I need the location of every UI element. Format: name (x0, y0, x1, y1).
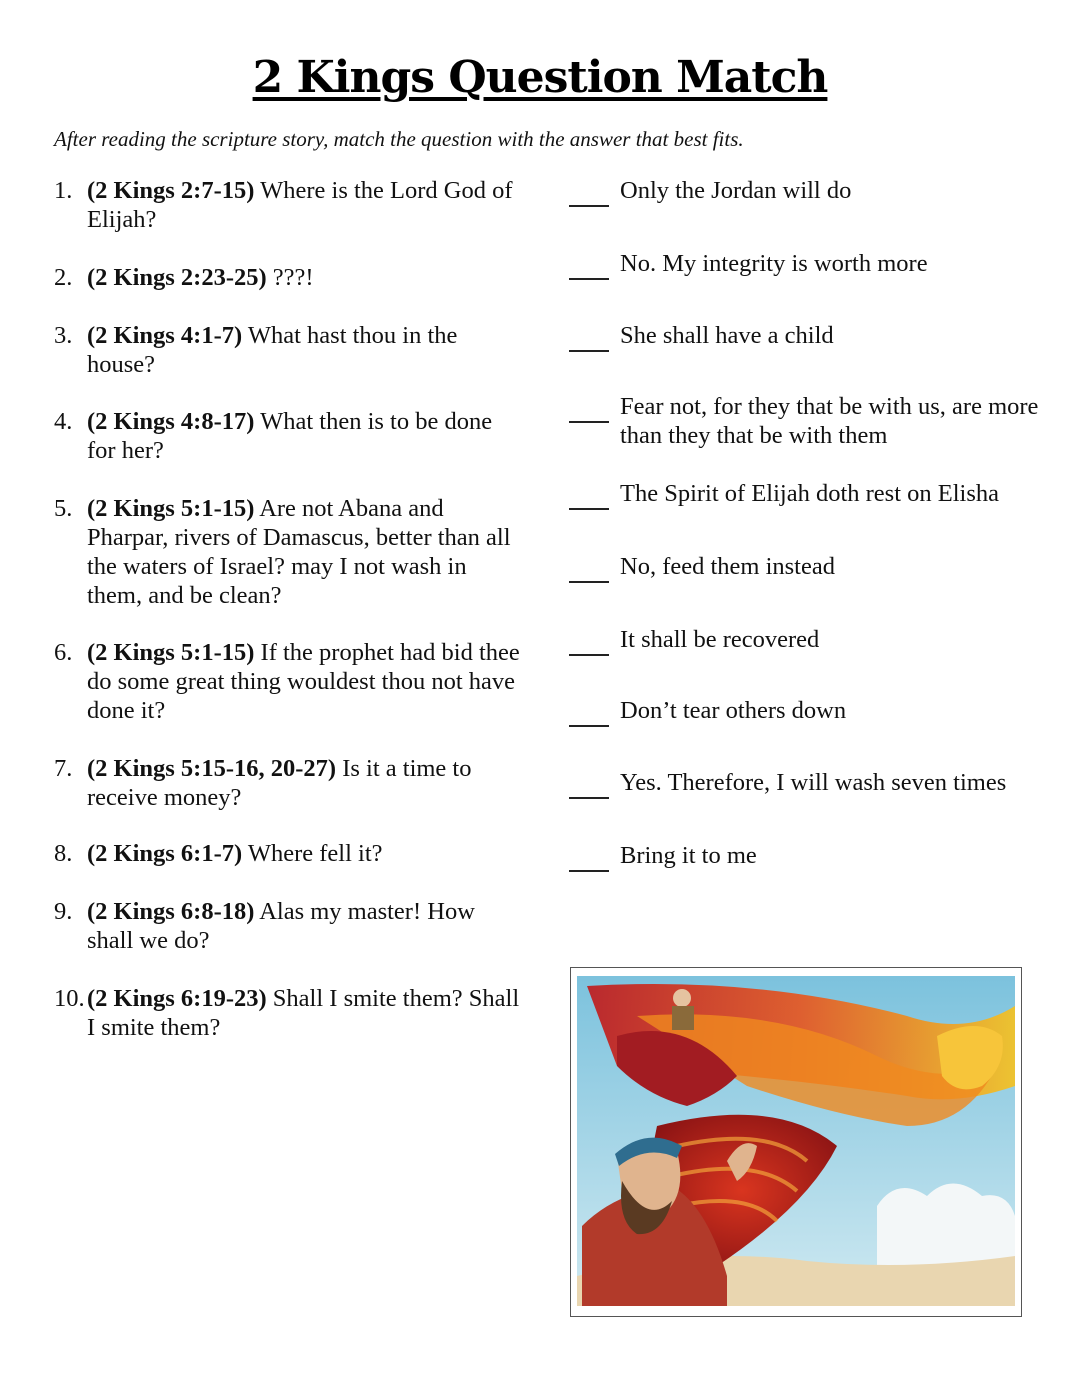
question-item (54, 494, 524, 610)
question-text: What then is to be done for her? (87, 408, 493, 464)
question-item (54, 754, 524, 812)
question-reference: (2 Kings 2:7-15) (87, 177, 255, 204)
answer-text: She shall have a child (620, 322, 834, 349)
answer-item (569, 625, 1039, 654)
question-item (54, 407, 524, 465)
question-item (54, 321, 524, 379)
question-reference: (2 Kings 2:23-25) (87, 264, 267, 291)
question-number: 2. (54, 264, 73, 291)
question-item (54, 839, 524, 868)
question-number: 7. (54, 755, 73, 782)
question-number: 9. (54, 898, 73, 925)
question-number: 5. (54, 495, 73, 522)
answer-blank[interactable] (569, 654, 609, 656)
question-reference: (2 Kings 5:1-15) (87, 495, 255, 522)
answer-blank[interactable] (569, 421, 609, 423)
question-number: 8. (54, 840, 73, 867)
question-number: 3. (54, 322, 73, 349)
question-reference: (2 Kings 4:1-7) (87, 322, 243, 349)
answer-item (569, 768, 1039, 797)
question-text: Where fell it? (242, 840, 383, 867)
answer-text: No, feed them instead (620, 553, 835, 580)
answer-item (569, 841, 1039, 870)
question-reference: (2 Kings 4:8-17) (87, 408, 255, 435)
answer-text: The Spirit of Elijah doth rest on Elisha (620, 480, 1000, 507)
page-title: 2 Kings Question Match (252, 52, 828, 103)
answer-item (569, 176, 1039, 205)
question-text: Alas my master! How shall we do? (87, 898, 475, 954)
question-number: 4. (54, 408, 73, 435)
question-text: ???! (266, 264, 314, 291)
question-reference: (2 Kings 6:8-18) (87, 898, 255, 925)
question-item (54, 638, 524, 725)
question-text: Are not Abana and Pharpar, rivers of Damascus, better than all the waters of Israel? may I not wash in them, and be clean? (87, 495, 511, 609)
answer-text: Fear not, for they that be with us, are more than they that be with them (620, 393, 1039, 449)
instructions: After reading the scripture story, match the question with the answer that best fits. (54, 127, 744, 151)
answer-text: Yes. Therefore, I will wash seven times (620, 769, 1007, 796)
question-item (54, 263, 524, 292)
answer-item (569, 479, 1039, 508)
answer-text: Bring it to me (620, 842, 757, 869)
answer-blank[interactable] (569, 581, 609, 583)
question-number: 6. (54, 639, 73, 666)
answer-blank[interactable] (569, 725, 609, 727)
question-item (54, 897, 524, 955)
answer-blank[interactable] (569, 278, 609, 280)
answer-blank[interactable] (569, 870, 609, 872)
answer-item (569, 392, 1039, 450)
question-text: Where is the Lord God of Elijah? (87, 177, 513, 233)
answer-blank[interactable] (569, 508, 609, 510)
question-text: If the prophet had bid thee do some great thing wouldest thou not have done it? (87, 639, 520, 724)
question-reference: (2 Kings 5:15-16, 20-27) (87, 755, 337, 782)
question-item (54, 984, 524, 1042)
question-reference: (2 Kings 5:1-15) (87, 639, 255, 666)
answer-item (569, 249, 1039, 278)
answer-blank[interactable] (569, 797, 609, 799)
answer-item (569, 696, 1039, 725)
whirlwind-picture-icon (577, 976, 1015, 1306)
question-text: Is it a time to receive money? (87, 755, 472, 811)
answer-blank[interactable] (569, 205, 609, 207)
answer-text: Don’t tear others down (620, 697, 847, 724)
answer-text: Only the Jordan will do (620, 177, 852, 204)
answer-item (569, 321, 1039, 350)
answer-text: No. My integrity is worth more (620, 250, 928, 277)
answer-text: It shall be recovered (620, 626, 820, 653)
question-reference: (2 Kings 6:19-23) (87, 985, 267, 1012)
answer-blank[interactable] (569, 350, 609, 352)
question-text: What hast thou in the house? (87, 322, 458, 378)
question-reference: (2 Kings 6:1-7) (87, 840, 243, 867)
question-text: Shall I smite them? Shall I smite them? (87, 985, 520, 1041)
question-number: 1. (54, 177, 73, 204)
answer-item (569, 552, 1039, 581)
question-number: 10. (54, 985, 85, 1012)
elijah-whirlwind-illustration (570, 967, 1022, 1317)
question-item (54, 176, 524, 234)
